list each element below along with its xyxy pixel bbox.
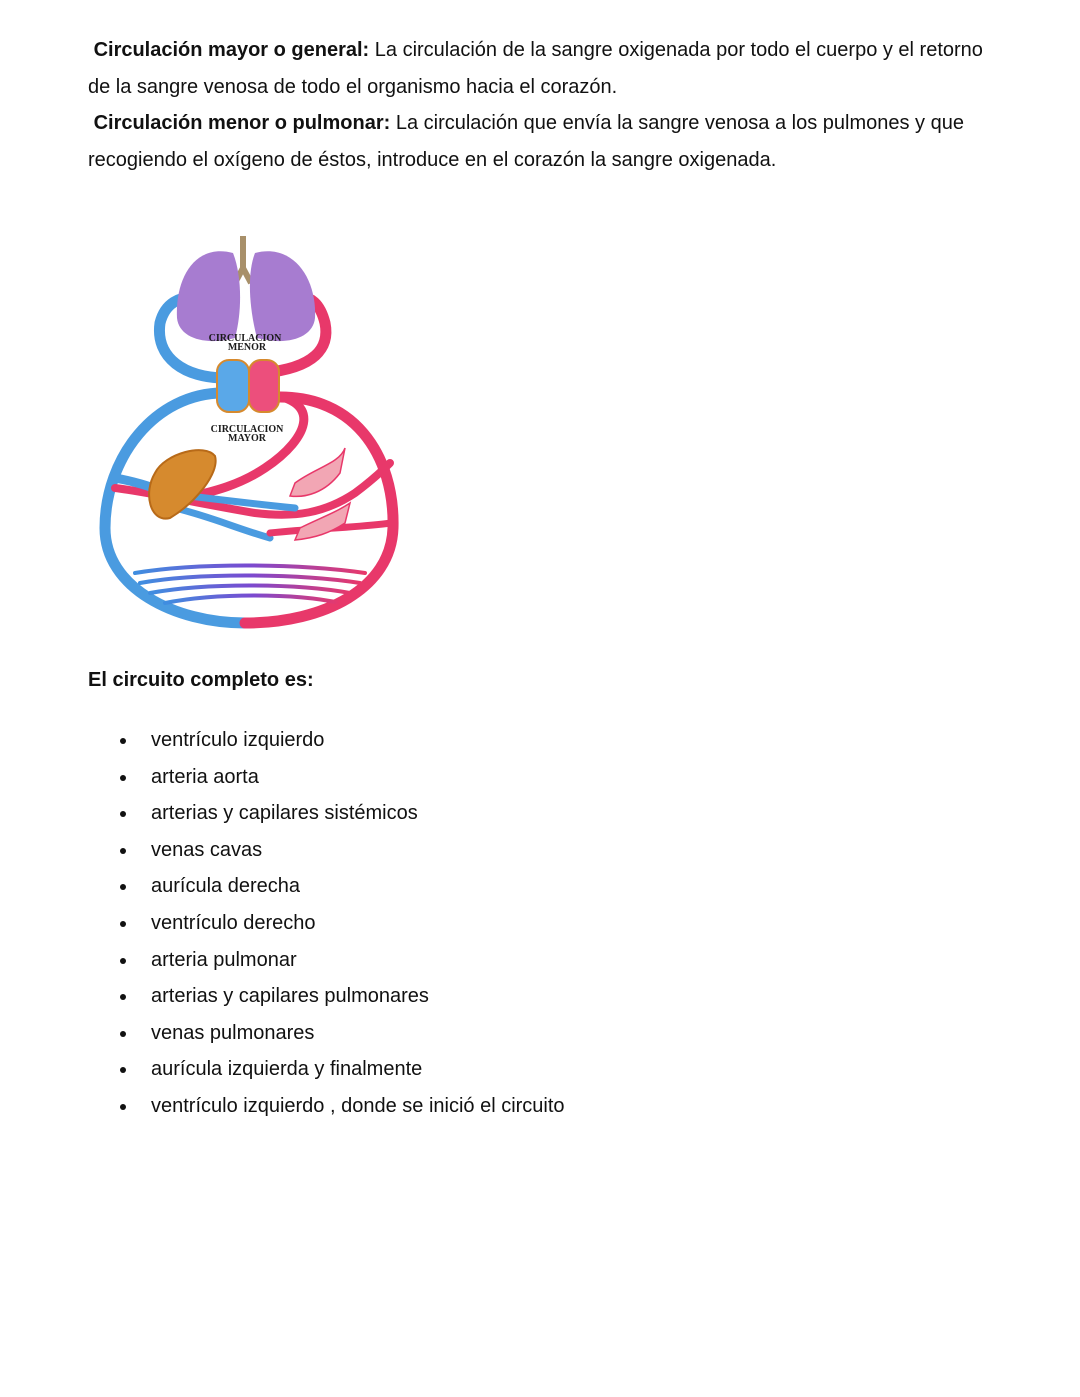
bullet-icon [120,958,126,964]
label-circulacion-mayor-2: MAYOR [228,433,266,444]
lungs-icon [177,236,315,341]
bullet-icon [120,848,126,854]
term-circulacion-mayor: Circulación mayor o general: [93,39,370,61]
bullet-icon [120,775,126,781]
definition-circulacion-menor: La circulación que envía la sangre venosa a los pulmones y que recogiendo el oxígeno de éstos, introduce en el corazón la sangre oxigenada. [88,112,964,171]
paragraph-circulacion-mayor [88,32,1008,106]
bullet-icon [120,994,126,1000]
digestive-organ-icon [290,448,350,540]
circulation-diagram [95,228,415,633]
heart-icon [217,360,279,412]
bullet-icon [120,921,126,927]
label-circulacion-menor-1: CIRCULACION [208,333,282,344]
bullet-icon [120,811,126,817]
bullet-icon [120,1031,126,1037]
label-circulacion-mayor-1: CIRCULACION [210,424,284,435]
circuit-heading: El circuito completo es: [88,669,314,691]
liver-icon [149,450,216,518]
bullet-icon [120,1104,126,1110]
bullet-icon [120,1067,126,1073]
paragraph-circulacion-menor [88,105,1008,179]
definition-circulacion-mayor: La circulación de la sangre oxigenada por todo el cuerpo y el retorno de la sangre venosa de todo el organismo hacia el corazón. [88,39,983,98]
bullet-icon [120,884,126,890]
bullet-icon [120,738,126,744]
term-circulacion-menor: Circulación menor o pulmonar: [93,112,391,134]
label-circulacion-menor-2: MENOR [227,342,267,353]
